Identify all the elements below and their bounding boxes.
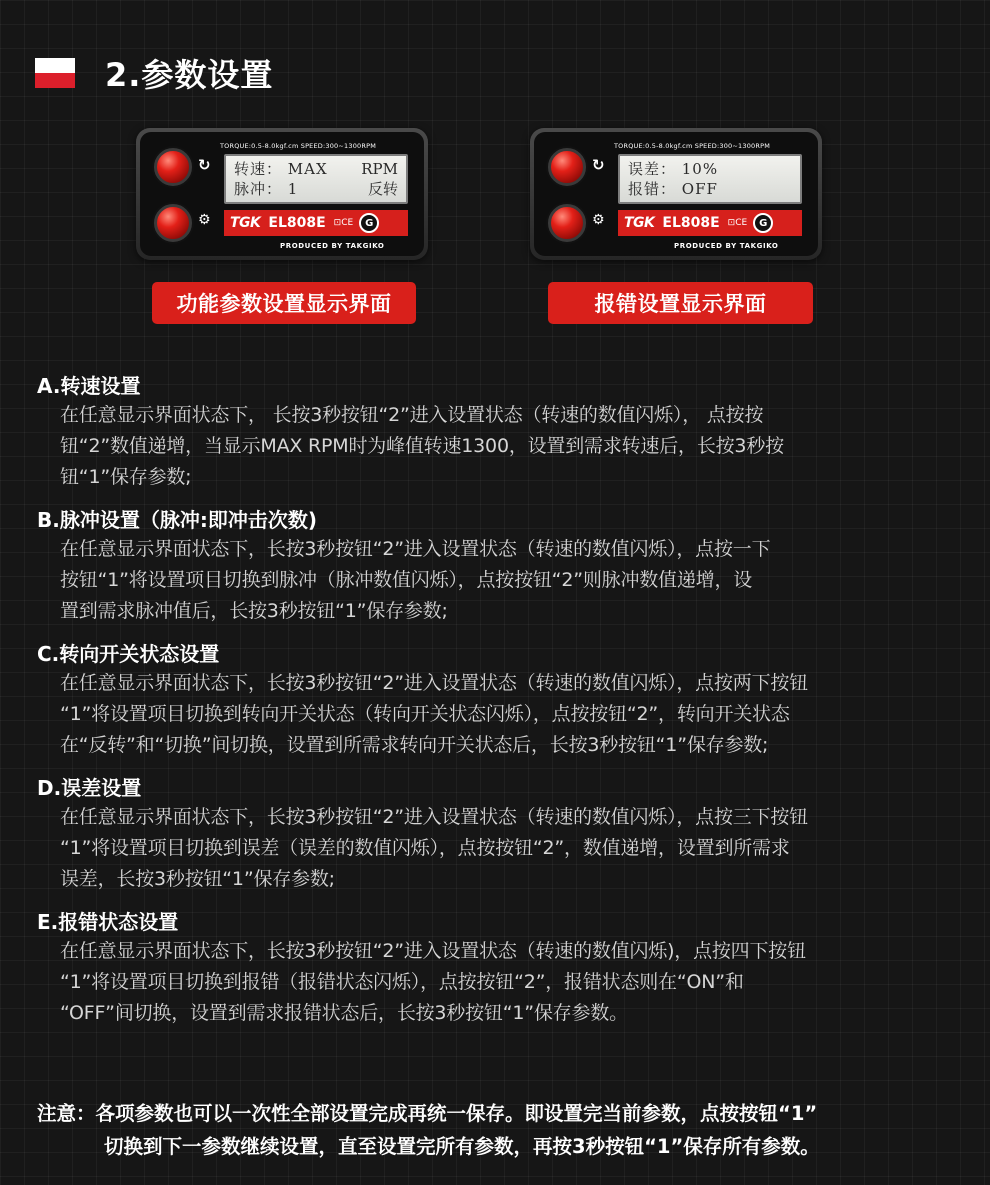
note-line-2: 切换到下一参数继续设置，直至设置完所有参数，再按3秒按钮“1”保存所有参数。 bbox=[104, 1135, 820, 1158]
instruction-sections bbox=[37, 372, 957, 1042]
lcd-row1-label: 转速： MAX bbox=[234, 160, 328, 178]
section-line: 钮“2”数值递增，当显示MAX RPM时为峰值转速1300，设置到需求转速后，长按3秒按 bbox=[60, 435, 784, 457]
section-line: 按钮“1”将设置项目切换到脉冲（脉冲数值闪烁），点按按钮“2”则脉冲数值递增，设 bbox=[60, 569, 753, 591]
section-line: 钮“1”保存参数; bbox=[60, 466, 192, 488]
lcd-row2-label: 脉冲： 1 bbox=[234, 180, 299, 198]
section-heading: A.转速设置 bbox=[37, 374, 141, 398]
section-direction bbox=[37, 640, 957, 761]
lcd-row1-value: RPM bbox=[361, 160, 398, 178]
model-name: EL808E bbox=[268, 215, 326, 231]
page-title: 2.参数设置 bbox=[105, 56, 274, 94]
rotate-arrow-icon: ↻ bbox=[198, 156, 211, 174]
section-heading: D.误差设置 bbox=[37, 776, 142, 800]
button-2[interactable] bbox=[154, 204, 192, 242]
cert-mark: ⊡CE bbox=[333, 218, 354, 228]
section-line: “1”将设置项目切换到报错（报错状态闪烁），点按按钮“2”，报错状态则在“ON”和 bbox=[60, 971, 744, 993]
model-name: EL808E bbox=[662, 215, 720, 231]
button-1[interactable] bbox=[154, 148, 192, 186]
section-tolerance bbox=[37, 774, 957, 895]
gears-icon: ⚙ bbox=[198, 212, 211, 228]
lcd-display bbox=[224, 154, 408, 204]
brand-bar bbox=[224, 210, 408, 236]
section-line: “1”将设置项目切换到误差（误差的数值闪烁），点按按钮“2”，数值递增，设置到所需求 bbox=[60, 837, 790, 859]
lcd-row2-label: 报错： OFF bbox=[628, 180, 718, 198]
controller-panel-function bbox=[136, 128, 428, 260]
panel-spec: TORQUE:0.5-8.0kgf.cm SPEED:300~1300RPM bbox=[614, 142, 771, 150]
section-line: 在任意显示界面状态下，长按3秒按钮“2”进入设置状态（转速的数值闪烁），点按三下按钮 bbox=[60, 806, 808, 828]
button-1[interactable] bbox=[548, 148, 586, 186]
brand-logo: TGK bbox=[230, 215, 261, 231]
section-line: “OFF”间切换，设置到需求报错状态后，长按3秒按钮“1”保存参数。 bbox=[60, 1002, 628, 1024]
lcd-display bbox=[618, 154, 802, 204]
rotate-arrow-icon: ↻ bbox=[592, 156, 605, 174]
section-heading: E.报错状态设置 bbox=[37, 910, 179, 934]
section-line: 在任意显示界面状态下， 长按3秒按钮“2”进入设置状态（转速的数值闪烁）， 点按按 bbox=[60, 404, 764, 426]
note-line-1: 注意：各项参数也可以一次性全部设置完成再统一保存。即设置完当前参数，点按按钮“1” bbox=[37, 1102, 818, 1125]
panel-footer: PRODUCED BY TAKGIKO bbox=[280, 242, 385, 250]
brand-badge-icon: G bbox=[359, 213, 379, 233]
section-line: 在“反转”和“切换”间切换，设置到所需求转向开关状态后，长按3秒按钮“1”保存参数; bbox=[60, 734, 769, 756]
section-line: 置到需求脉冲值后，长按3秒按钮“1”保存参数; bbox=[60, 600, 448, 622]
controller-panel-error bbox=[530, 128, 822, 260]
lcd-row1-label: 误差： 10% bbox=[628, 160, 719, 178]
lcd-row2-value: 反转 bbox=[367, 180, 398, 198]
caption-error-display: 报错设置显示界面 bbox=[548, 282, 813, 324]
flag-icon bbox=[35, 58, 75, 88]
note bbox=[37, 1097, 967, 1163]
panel-spec: TORQUE:0.5-8.0kgf.cm SPEED:300~1300RPM bbox=[220, 142, 377, 150]
section-pulse bbox=[37, 506, 957, 627]
section-heading: C.转向开关状态设置 bbox=[37, 642, 220, 666]
section-line: 在任意显示界面状态下，长按3秒按钮“2”进入设置状态（转速的数值闪烁)，点按四下按钮 bbox=[60, 940, 806, 962]
caption-function-display: 功能参数设置显示界面 bbox=[152, 282, 416, 324]
section-line: 误差，长按3秒按钮“1”保存参数; bbox=[60, 868, 335, 890]
brand-logo: TGK bbox=[624, 215, 655, 231]
cert-mark: ⊡CE bbox=[727, 218, 748, 228]
button-2[interactable] bbox=[548, 204, 586, 242]
brand-badge-icon: G bbox=[753, 213, 773, 233]
section-line: “1”将设置项目切换到转向开关状态（转向开关状态闪烁），点按按钮“2”，转向开关状态 bbox=[60, 703, 790, 725]
section-line: 在任意显示界面状态下，长按3秒按钮“2”进入设置状态（转速的数值闪烁），点按一下 bbox=[60, 538, 771, 560]
page-header bbox=[35, 48, 273, 98]
section-heading: B.脉冲设置（脉冲:即冲击次数) bbox=[37, 508, 317, 532]
panel-footer: PRODUCED BY TAKGIKO bbox=[674, 242, 779, 250]
section-line: 在任意显示界面状态下，长按3秒按钮“2”进入设置状态（转速的数值闪烁），点按两下按钮 bbox=[60, 672, 808, 694]
section-error-report bbox=[37, 908, 957, 1029]
section-speed bbox=[37, 372, 957, 493]
gears-icon: ⚙ bbox=[592, 212, 605, 228]
brand-bar bbox=[618, 210, 802, 236]
